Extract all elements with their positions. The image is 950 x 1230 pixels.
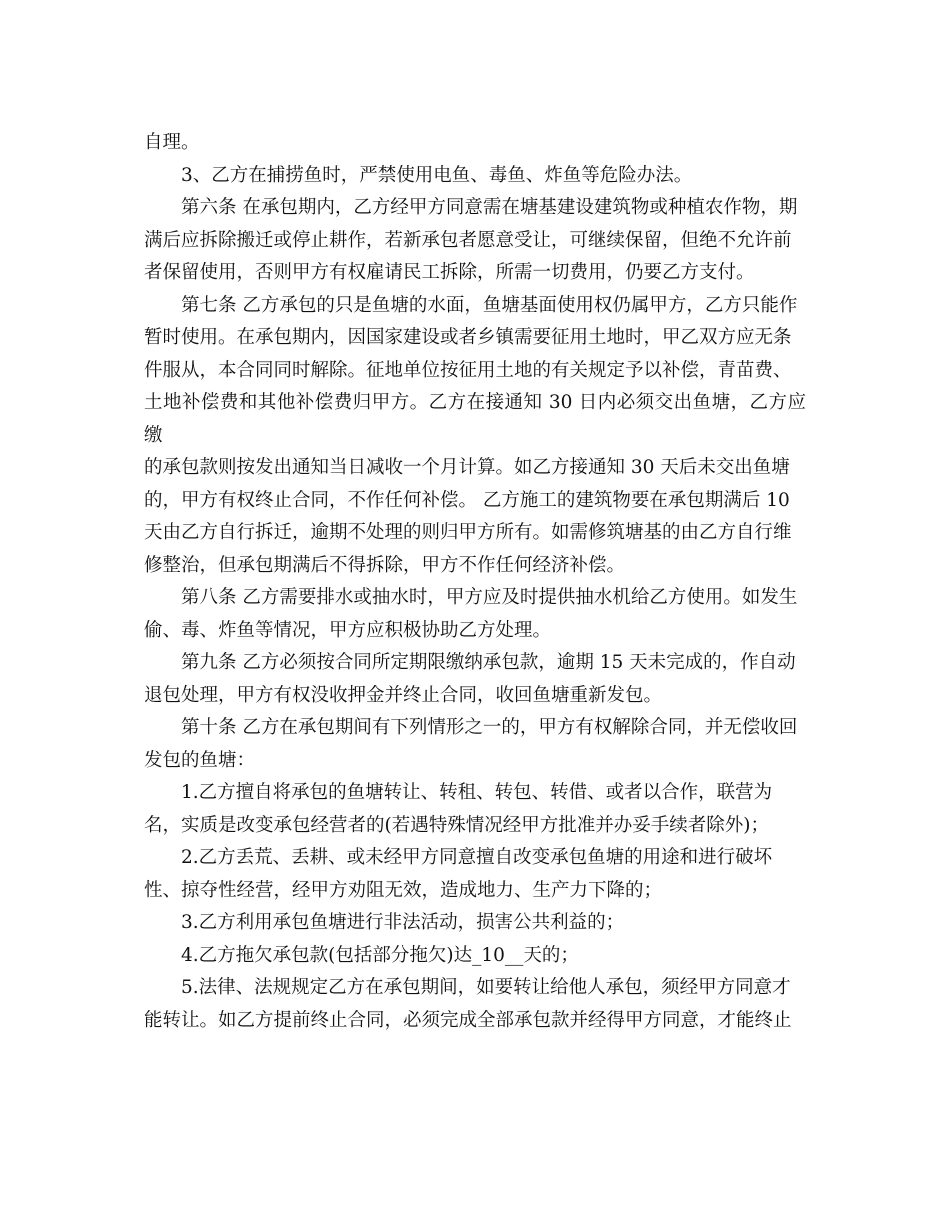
- list-item-1: 1.乙方擅自将承包的鱼塘转让、转租、转包、转借、或者以合作，联营为 名，实质是改变承包经营者的(若遇特殊情况经甲方批准并办妥手续者除外)；: [144, 782, 773, 836]
- paragraph-article-10: 第十条 乙方在承包期间有下列情形之一的，甲方有权解除合同，并无偿收回 发包的鱼塘：: [144, 717, 798, 771]
- paragraph-continuation: 自理。: [144, 132, 200, 153]
- paragraph-article-6: 第六条 在承包期内，乙方经甲方同意需在塘基建设建筑物或种植农作物，期 满后应拆除搬迁或停止耕作，若新承包者愿意受让，可继续保留，但绝不允许前 者保留使用，否则甲方有权雇请民工拆除，所需一切费用，仍要乙方支付。: [144, 197, 798, 283]
- list-item-4: 4.乙方拖欠承包款(包括部分拖欠)达_10__天的；: [181, 944, 579, 966]
- list-item-3: 3.乙方利用承包鱼塘进行非法活动，损害公共利益的；: [181, 912, 625, 933]
- paragraph-article-9: 第九条 乙方必须按合同所定期限缴纳承包款，逾期 15 天未完成的，作自动 退包处理，甲方有权没收押金并终止合同，收回鱼塘重新发包。: [144, 652, 796, 706]
- list-item-2: 2.乙方丢荒、丢耕、或未经甲方同意擅自改变承包鱼塘的用途和进行破坏 性、掠夺性经营，经甲方劝阻无效，造成地力、生产力下降的；: [144, 847, 773, 901]
- paragraph-article-7: 第七条 乙方承包的只是鱼塘的水面，鱼塘基面使用权仍属甲方，乙方只能作 暂时使用。在承包期内，因国家建设或者乡镇需要征用土地时，甲乙双方应无条 件服从，本合同同时解除。征地单位按征用土地的有关规定予以补偿，青苗费、 土地补偿费和其他补偿费归甲方。乙方在接通知 30 日内必须交出鱼塘，乙方应缴 的承包款则按发出通知当日减收一个月计算。如乙方接通知 30 天后未交出鱼塘 的，甲方有权终止合同，不作任何补偿。 乙方施工的建筑物要在承包期满后 10 天由乙方自行拆迁，逾期不处理的则归甲方所有。如需修筑塘基的由乙方自行维 修整治，但承包期满后不得拆除，甲方不作任何经济补偿。: [144, 294, 806, 576]
- document-body: [144, 127, 806, 1037]
- paragraph-clause-5-item-3: 3、乙方在捕捞鱼时，严禁使用电鱼、毒鱼、炸鱼等危险办法。: [181, 164, 693, 186]
- paragraph-article-8: 第八条 乙方需要排水或抽水时，甲方应及时提供抽水机给乙方使用。如发生 偷、毒、炸鱼等情况，甲方应积极协助乙方处理。: [144, 587, 798, 641]
- list-item-5: 5.法律、法规规定乙方在承包期间，如要转让给他人承包，须经甲方同意才 能转让。如乙方提前终止合同，必须完成全部承包款并经得甲方同意，才能终止: [144, 977, 792, 1031]
